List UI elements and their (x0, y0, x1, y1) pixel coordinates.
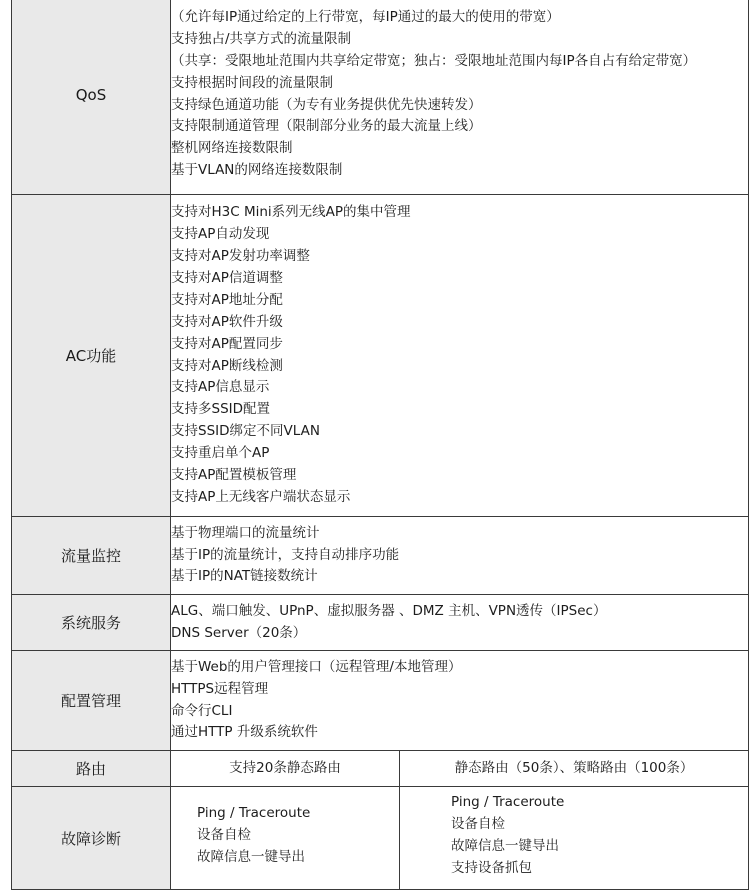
diag-right (400, 787, 749, 890)
diag-right-line: Ping / Traceroute (451, 794, 565, 811)
content-traffic (171, 517, 749, 595)
qos-line: 基于VLAN的网络连接数限制 (171, 162, 343, 179)
spec-table (11, 0, 749, 890)
label-routing: 路由 (12, 751, 171, 787)
diag-left-line: Ping / Traceroute (197, 805, 311, 822)
ac-line: 支持对AP软件升级 (171, 313, 283, 330)
label-ac: AC功能 (12, 195, 171, 517)
ac-line: 支持重启单个AP (171, 445, 270, 462)
qos-line: 整机网络连接数限制 (171, 140, 293, 157)
qos-line: 支持绿色通道功能（为专有业务提供优先快速转发） (171, 96, 482, 113)
diag-right-line: 支持设备抓包 (451, 859, 532, 876)
qos-line: 支持根据时间段的流量限制 (171, 74, 333, 91)
ac-line: 支持对AP配置同步 (171, 335, 283, 352)
ac-line: 支持对AP断线检测 (171, 357, 283, 374)
ac-line: 支持AP信息显示 (171, 379, 270, 396)
ac-line: 支持对AP信道调整 (171, 269, 283, 286)
content-config (171, 651, 749, 751)
routing-right: 静态路由（50条）、策略路由（100条） (400, 751, 749, 787)
diag-left-line: 故障信息一键导出 (197, 848, 305, 865)
row-system (12, 595, 749, 651)
diag-right-line: 故障信息一键导出 (451, 838, 559, 854)
row-routing (12, 751, 749, 787)
config-line: 命令行CLI (171, 702, 233, 719)
system-line: DNS Server（20条） (171, 624, 307, 641)
diag-left (171, 787, 400, 890)
label-qos: QoS (12, 0, 171, 195)
row-ac (12, 195, 749, 517)
qos-line: 支持独占/共享方式的流量限制 (171, 30, 352, 47)
traffic-line: 基于物理端口的流量统计 (171, 524, 320, 541)
label-diag: 故障诊断 (12, 787, 171, 890)
config-line: 基于Web的用户管理接口（远程管理/本地管理） (171, 658, 462, 675)
qos-line: （共享：受限地址范围内共享给定带宽；独占：受限地址范围内每IP各自占有给定带宽） (171, 52, 697, 69)
qos-line: 支持限制通道管理（限制部分业务的最大流量上线） (171, 118, 482, 135)
row-diag (12, 787, 749, 890)
ac-line: 支持对AP地址分配 (171, 291, 283, 308)
qos-line: （允许每IP通过给定的上行带宽，每IP通过的最大的使用的带宽） (171, 8, 560, 25)
traffic-line: 基于IP的NAT链接数统计 (171, 568, 318, 585)
diag-left-line: 设备自检 (197, 827, 251, 844)
diag-right-line: 设备自检 (451, 816, 505, 833)
row-traffic (12, 517, 749, 595)
content-ac (171, 195, 749, 517)
traffic-line: 基于IP的流量统计，支持自动排序功能 (171, 546, 400, 563)
system-line: ALG、端口触发、UPnP、虚拟服务器 、DMZ 主机、VPN透传（IPSec） (171, 602, 607, 619)
config-line: 通过HTTP 升级系统软件 (171, 724, 318, 741)
label-traffic: 流量监控 (12, 517, 171, 595)
config-line: HTTPS远程管理 (171, 680, 269, 697)
ac-line: 支持多SSID配置 (171, 401, 271, 418)
ac-line: 支持AP配置模板管理 (171, 467, 297, 484)
ac-line: 支持AP自动发现 (171, 226, 270, 243)
content-system (171, 595, 749, 651)
row-config (12, 651, 749, 751)
content-qos (171, 0, 749, 195)
row-qos (12, 0, 749, 195)
label-system: 系统服务 (12, 595, 171, 651)
ac-line: 支持对H3C Mini系列无线AP的集中管理 (171, 204, 411, 221)
ac-line: 支持对AP发射功率调整 (171, 247, 310, 264)
ac-line: 支持SSID绑定不同VLAN (171, 423, 320, 440)
label-config: 配置管理 (12, 651, 171, 751)
routing-left: 支持20条静态路由 (171, 751, 400, 787)
ac-line: 支持AP上无线客户端状态显示 (171, 488, 351, 505)
